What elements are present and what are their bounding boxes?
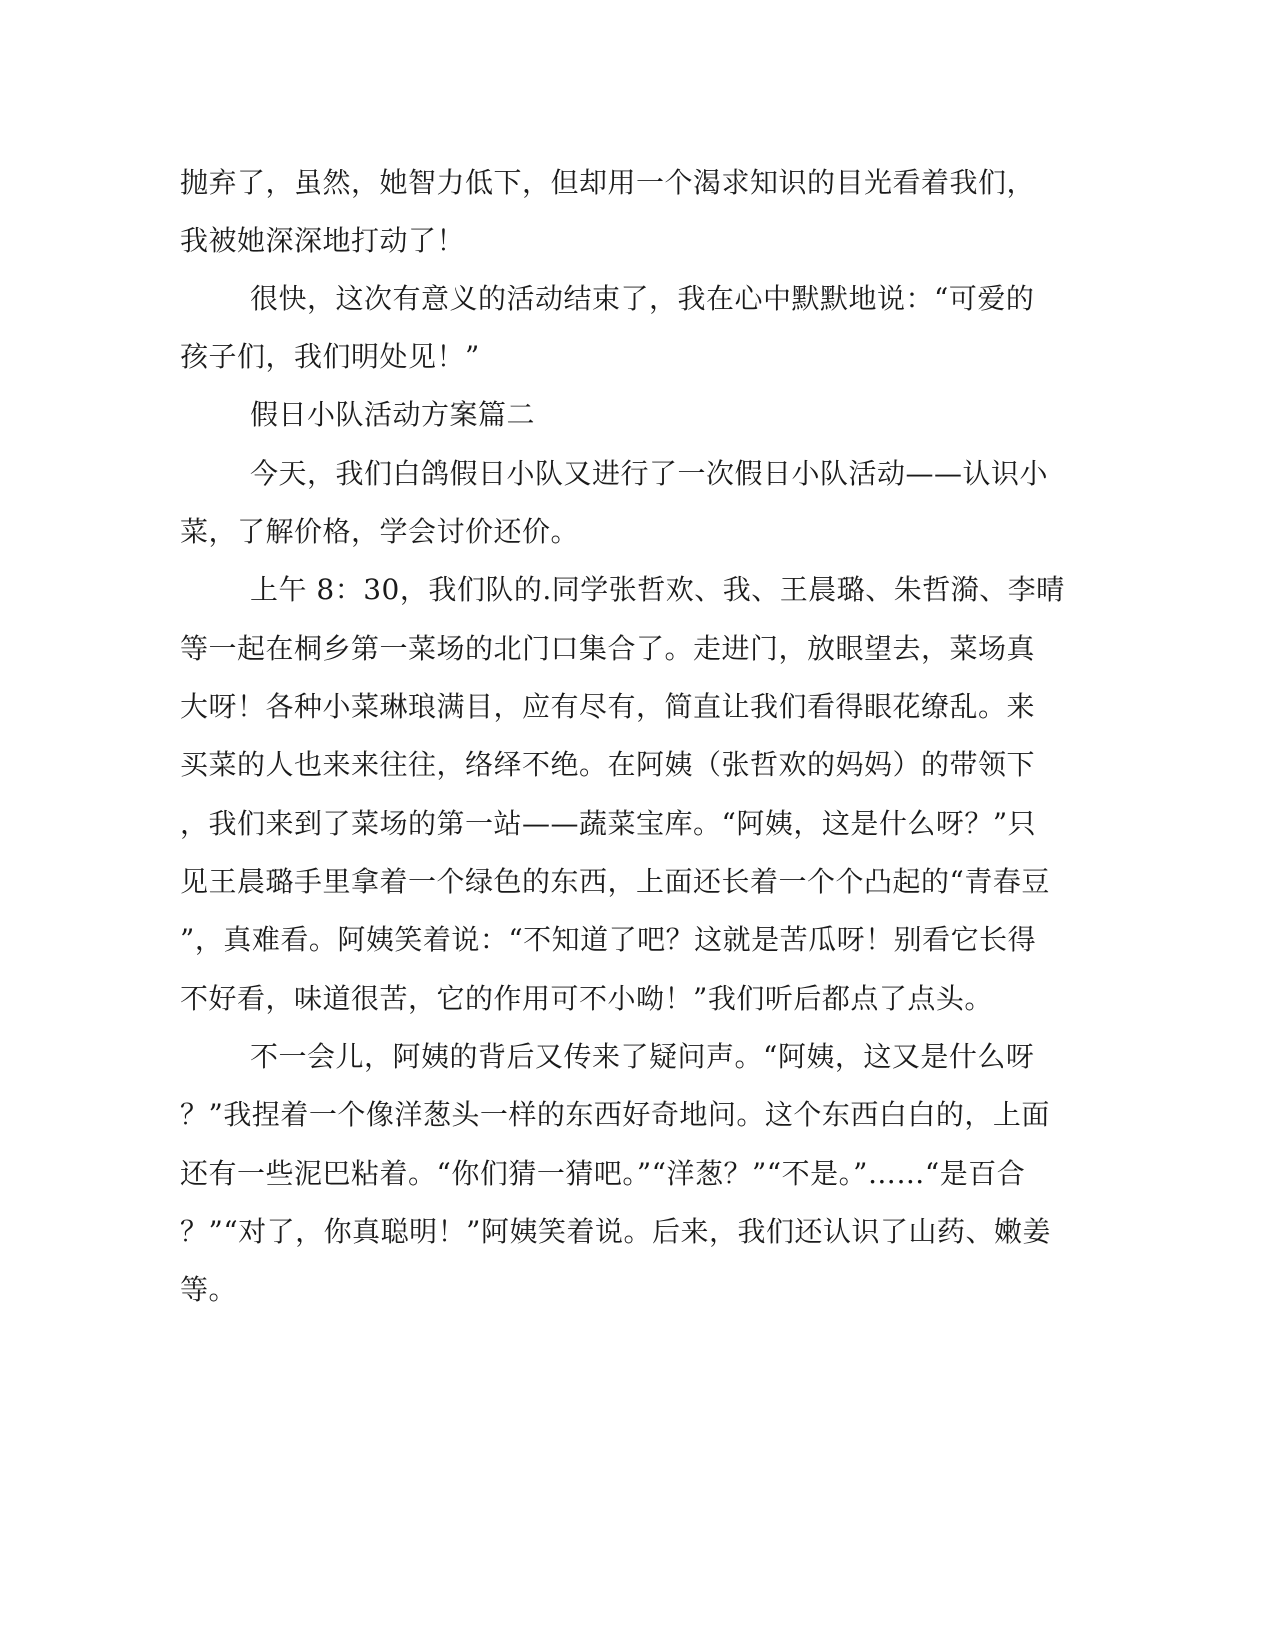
- text-line: ”，真难看。阿姨笑着说：“不知道了吧？这就是苦瓜呀！别看它长得: [180, 923, 1037, 956]
- text-line: 还有一些泥巴粘着。“你们猜一猜吧。”“洋葱？”“不是。”……“是百合: [180, 1157, 1026, 1190]
- text-line: ？”我捏着一个像洋葱头一样的东西好奇地问。这个东西白白的，上面: [180, 1098, 1050, 1131]
- text-line: 我被她深深地打动了！: [180, 224, 466, 257]
- text-line: 大呀！各种小菜琳琅满目，应有尽有，简直让我们看得眼花缭乱。来: [180, 690, 1036, 723]
- text-line: 很快，这次有意义的活动结束了，我在心中默默地说：“可爱的: [250, 282, 1035, 315]
- text-line: 上午 8：30，我们队的.同学张哲欢、我、王晨璐、朱哲漪、李晴: [250, 573, 1065, 606]
- text-line: 不好看，味道很苦，它的作用可不小呦！”我们听后都点了点头。: [180, 982, 993, 1015]
- text-line: 等一起在桐乡第一菜场的北门口集合了。走进门，放眼望去，菜场真: [180, 632, 1036, 665]
- text-line: 不一会儿，阿姨的背后又传来了疑问声。“阿姨，这又是什么呀: [250, 1040, 1035, 1073]
- text-line: 抛弃了，虽然，她智力低下，但却用一个渴求知识的目光看着我们，: [180, 166, 1036, 199]
- text-line: 今天，我们白鸽假日小队又进行了一次假日小队活动——认识小: [250, 457, 1049, 490]
- text-line: ，我们来到了菜场的第一站——蔬菜宝库。“阿姨，这是什么呀？”只: [180, 807, 1037, 840]
- text-line: 见王晨璐手里拿着一个绿色的东西，上面还长着一个个凸起的“青春豆: [180, 865, 1050, 898]
- text-line: 等。: [180, 1273, 238, 1306]
- text-line: 菜，了解价格，学会讨价还价。: [180, 515, 580, 548]
- text-line: ？”“对了，你真聪明！”阿姨笑着说。后来，我们还认识了山药、嫩姜: [180, 1215, 1051, 1248]
- text-line: 孩子们，我们明处见！”: [180, 340, 480, 373]
- text-line: 买菜的人也来来往往，络绎不绝。在阿姨（张哲欢的妈妈）的带领下: [180, 748, 1036, 781]
- section-heading: 假日小队活动方案篇二: [250, 398, 536, 431]
